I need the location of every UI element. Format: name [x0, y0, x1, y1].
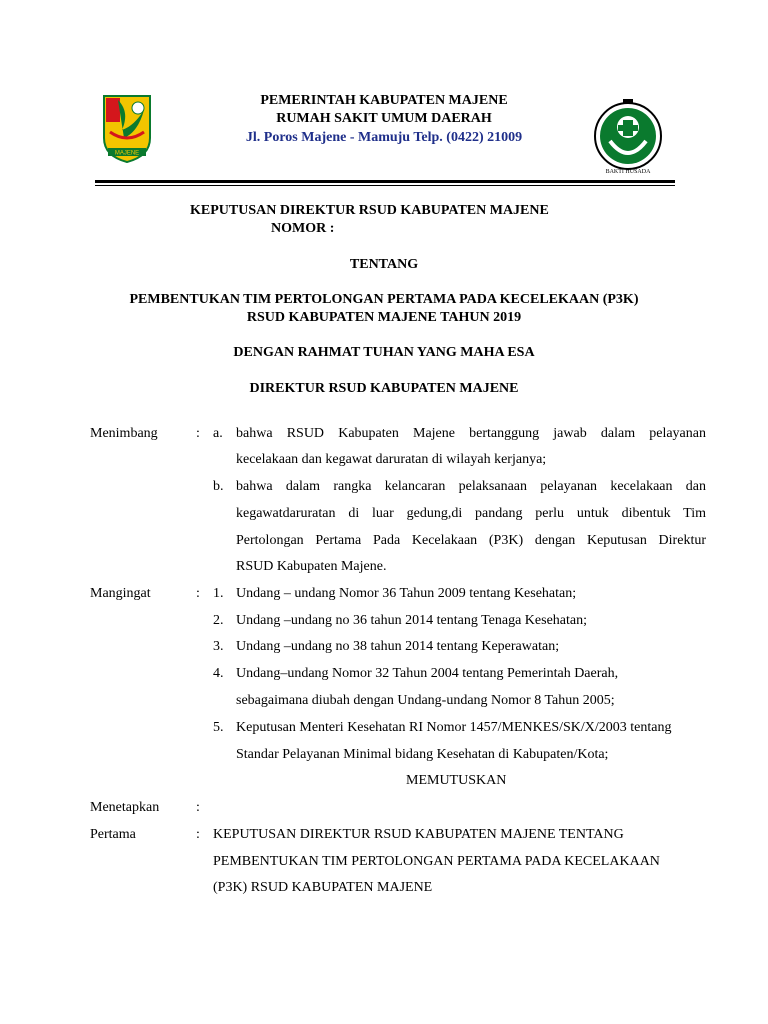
mangingat-item-5-line-1: Keputusan Menteri Kesehatan RI Nomor 1457/MENKES/SK/X/2003 tentang: [236, 720, 672, 735]
pertama-line-1: KEPUTUSAN DIREKTUR RSUD KABUPATEN MAJENE TENTANG: [213, 827, 624, 842]
logo-caption: BAKTI HUSADA: [605, 169, 651, 175]
mangingat-item-1: Undang – undang Nomor 36 Tahun 2009 tentang Kesehatan;: [236, 586, 577, 601]
grace-line: DENGAN RAHMAT TUHAN YANG MAHA ESA: [233, 345, 535, 360]
memutuskan-heading: MEMUTUSKAN: [406, 773, 507, 788]
mangingat-2-marker: 2.: [213, 613, 224, 628]
menetapkan-label: Menetapkan: [90, 800, 160, 815]
header-hospital: RUMAH SAKIT UMUM DAERAH: [276, 111, 492, 126]
menimbang-b-line-2: kegawatdaruratan di luar gedung,di pandang perlu untuk dibentuk Tim: [236, 506, 706, 521]
header-rule-thick: [95, 180, 675, 183]
mangingat-4-marker: 4.: [213, 666, 224, 681]
header-address: Jl. Poros Majene - Mamuju Telp. (0422) 21009: [245, 130, 523, 145]
subject-line-2: RSUD KABUPATEN MAJENE TAHUN 2019: [246, 310, 522, 325]
mangingat-5-marker: 5.: [213, 720, 224, 735]
mangingat-item-5-line-2: Standar Pelayanan Minimal bidang Kesehatan di Kabupaten/Kota;: [236, 747, 609, 762]
menimbang-label: Menimbang: [90, 426, 158, 441]
decree-number: NOMOR :: [271, 221, 335, 236]
menimbang-colon: :: [196, 426, 200, 441]
menimbang-b-marker: b.: [213, 479, 224, 494]
header-rule-thin: [95, 185, 675, 186]
pertama-label: Pertama: [90, 827, 136, 842]
menimbang-b-line-3: Pertolongan Pertama Pada Kecelakaan (P3K) dengan Keputusan Direktur: [236, 533, 706, 548]
pertama-colon: :: [196, 827, 200, 842]
mangingat-1-marker: 1.: [213, 586, 224, 601]
emblem-text: MAJENE: [114, 150, 140, 157]
mangingat-colon: :: [196, 586, 200, 601]
subject-line-1: PEMBENTUKAN TIM PERTOLONGAN PERTAMA PADA KECELEKAAN (P3K): [129, 292, 639, 307]
pertama-line-2: PEMBENTUKAN TIM PERTOLONGAN PERTAMA PADA KECELAKAAN: [213, 854, 660, 869]
menimbang-a-marker: a.: [213, 426, 223, 441]
menimbang-a-line-1: bahwa RSUD Kabupaten Majene bertanggung jawab dalam pelayanan: [236, 426, 706, 441]
mangingat-item-4-line-2: sebagaimana diubah dengan Undang-undang Nomor 8 Tahun 2005;: [236, 693, 615, 708]
director-line: DIREKTUR RSUD KABUPATEN MAJENE: [249, 381, 519, 396]
menimbang-b-line-1: bahwa dalam rangka kelancaran pelaksanaan pelayanan kecelakaan dan: [236, 479, 706, 494]
mangingat-label: Mangingat: [90, 586, 151, 601]
about-heading: TENTANG: [349, 257, 419, 272]
decree-title: KEPUTUSAN DIREKTUR RSUD KABUPATEN MAJENE: [190, 203, 549, 218]
mangingat-3-marker: 3.: [213, 639, 224, 654]
mangingat-item-3: Undang –undang no 38 tahun 2014 tentang Keperawatan;: [236, 639, 560, 654]
menetapkan-colon: :: [196, 800, 200, 815]
menimbang-a-line-2: kecelakaan dan kegawat daruratan di wilayah kerjanya;: [236, 452, 547, 467]
pertama-line-3: (P3K) RSUD KABUPATEN MAJENE: [213, 880, 433, 895]
mangingat-item-4-line-1: Undang–undang Nomor 32 Tahun 2004 tentang Pemerintah Daerah,: [236, 666, 619, 681]
menimbang-b-line-4: RSUD Kabupaten Majene.: [236, 559, 387, 574]
mangingat-item-2: Undang –undang no 36 tahun 2014 tentang Tenaga Kesehatan;: [236, 613, 588, 628]
bakti-husada-logo: [592, 95, 664, 177]
header-government: PEMERINTAH KABUPATEN MAJENE: [260, 93, 508, 108]
